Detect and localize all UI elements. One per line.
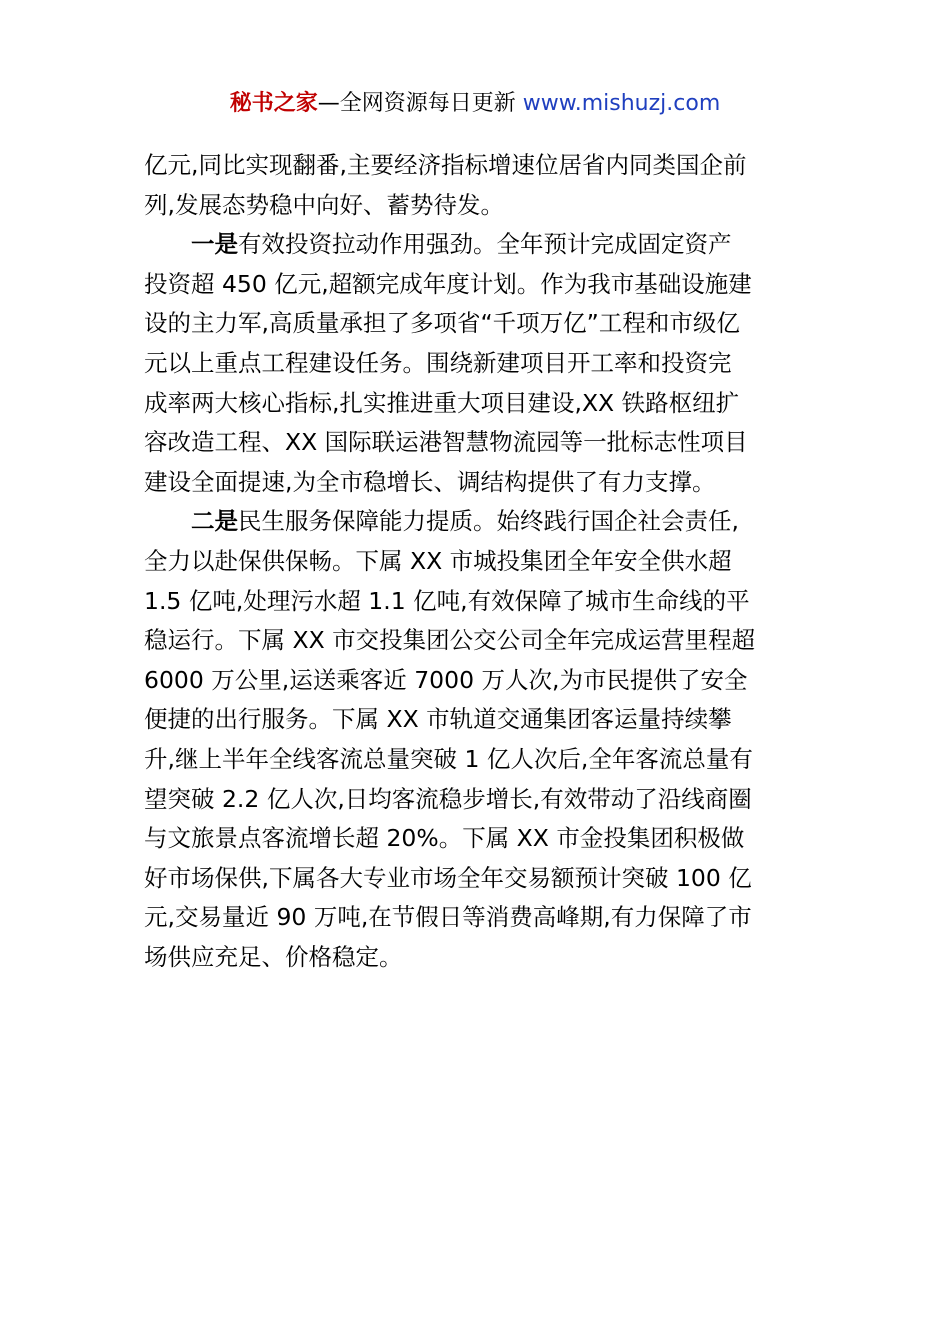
text-line: 列,发展态势稳中向好、蓄势待发。: [144, 190, 504, 219]
paragraph-first-text: 民生服务保障能力提质。始终践行国企社会责任,: [238, 507, 739, 536]
paragraph-first-line: [144, 502, 806, 542]
paragraph-continuation: [144, 146, 806, 225]
document-body: [144, 146, 806, 977]
site-brand: 秘书之家: [229, 91, 318, 116]
text-line: 升,继上半年全线客流总量突破 1 亿人次后,全年客流总量有: [144, 744, 753, 773]
text-line: 元以上重点工程建设任务。围绕新建项目开工率和投资完: [144, 348, 732, 377]
text-line: 稳运行。下属 XX 市交投集团公交公司全年完成运营里程超: [144, 626, 756, 655]
text-line: 好市场保供,下属各大专业市场全年交易额预计突破 100 亿: [144, 863, 752, 892]
paragraph-lead: 二是: [191, 507, 238, 536]
text-line: 成率两大核心指标,扎实推进重大项目建设,XX 铁路枢纽扩: [144, 388, 740, 417]
paragraph-first-text: 有效投资拉动作用强劲。全年预计完成固定资产: [238, 230, 732, 259]
text-line: 亿元,同比实现翻番,主要经济指标增速位居省内同类国企前: [144, 151, 747, 179]
site-tagline: —全网资源每日更新: [317, 91, 516, 116]
text-line: 全力以赴保供保畅。下属 XX 市城投集团全年安全供水超: [144, 546, 732, 575]
paragraph-first-line: [144, 225, 806, 265]
paragraph-livelihood: [144, 502, 806, 977]
paragraph-investment: [144, 225, 806, 502]
text-line: 与文旅景点客流增长超 20%。下属 XX 市金投集团积极做: [144, 824, 745, 853]
text-line: 便捷的出行服务。下属 XX 市轨道交通集团客运量持续攀: [144, 705, 732, 734]
text-line: 1.5 亿吨,处理污水超 1.1 亿吨,有效保障了城市生命线的平: [144, 586, 750, 615]
text-line: 6000 万公里,运送乘客近 7000 万人次,为市民提供了安全: [144, 665, 748, 694]
paragraph-lead: 一是: [191, 230, 238, 259]
text-line: 容改造工程、XX 国际联运港智慧物流园等一批标志性项目: [144, 428, 748, 457]
text-line: 设的主力军,高质量承担了多项省“千项万亿”工程和市级亿: [144, 309, 740, 338]
text-line: 场供应充足、价格稳定。: [144, 942, 403, 971]
text-line: 元,交易量近 90 万吨,在节假日等消费高峰期,有力保障了市: [144, 903, 752, 932]
text-line: 投资超 450 亿元,超额完成年度计划。作为我市基础设施建: [144, 269, 752, 298]
text-line: 望突破 2.2 亿人次,日均客流稳步增长,有效带动了沿线商圈: [144, 784, 752, 813]
site-url-link[interactable]: www.mishuzj.com: [522, 91, 721, 116]
site-header: [0, 88, 950, 120]
text-line: 建设全面提速,为全市稳增长、调结构提供了有力支撑。: [144, 467, 716, 496]
